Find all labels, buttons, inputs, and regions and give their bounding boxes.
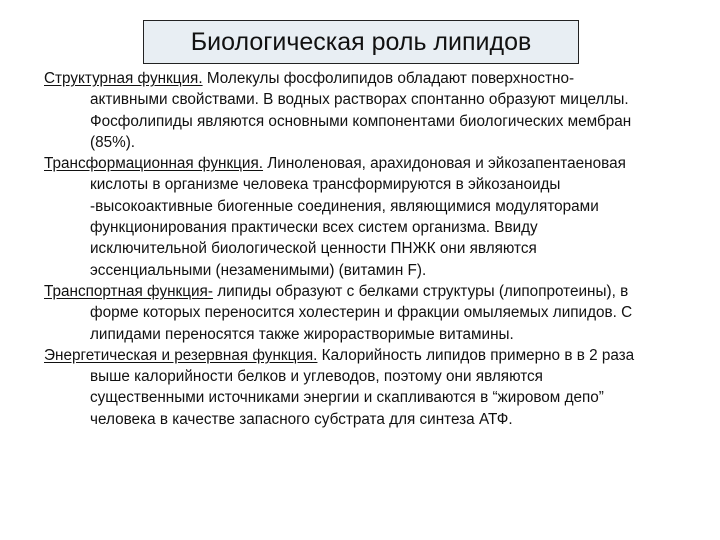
paragraph-text: Молекулы фосфолипидов обладают поверхностно-активными свойствами. В водных растворах спонтанно образуют мицеллы. Фосфолипиды являются основными компонентами биологических мембран (85%). [90,70,632,151]
paragraph-transformational [44,153,644,281]
paragraph-heading: Структурная функция. [44,70,203,87]
paragraph-transport [44,281,644,345]
paragraph-structural [44,68,644,153]
slide-body [44,68,644,430]
paragraph-energy [44,345,644,430]
paragraph-heading: Транспортная функция- [44,282,213,300]
paragraph-text: Калорийность липидов примерно в в 2 раза выше калорийности белков и углеводов, поэтому они являются существенными источниками энергии и скапливаются в “жировом депо” человека в качестве запасного субстрата для синтеза АТФ. [90,346,635,428]
slide-title-box [143,20,579,64]
paragraph-text: Линоленовая, арахидоновая и эйкозапентаеновая кислоты в организме человека трансформируются в эйкозаноиды -высокоактивные биогенные соединения, являющимися модуляторами функционирования практически всех систем организма. Ввиду исключительной биологической ценности ПНЖК они являются эссенциальными (незаменимыми) (витамин F). [90,155,626,279]
paragraph-heading: Энергетическая и резервная функция. [44,346,318,364]
paragraph-text: липиды образуют с белками структуры (липопротеины), в форме которых переносится холестерин и фракции омыляемых липидов. С липидами переносятся также жирорастворимые витамины. [90,282,633,343]
paragraph-heading: Трансформационная функция. [44,155,264,173]
slide-title: Биологическая роль липидов [190,27,532,56]
